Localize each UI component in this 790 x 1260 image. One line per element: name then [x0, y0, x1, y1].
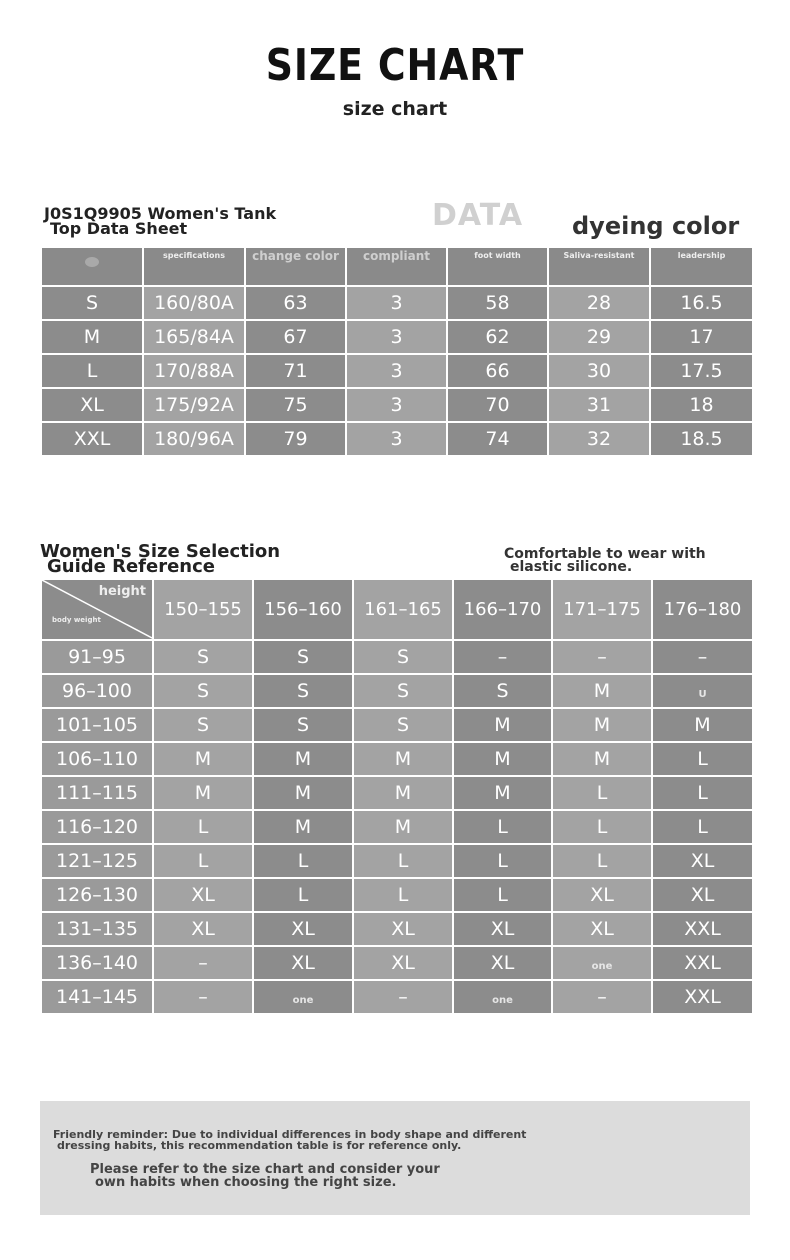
recommended-size-cell: M: [552, 708, 652, 742]
blurred-size-label: U: [698, 689, 707, 700]
blurred-size-cell: [253, 980, 353, 1014]
recommended-size-cell: S: [353, 674, 453, 708]
recommended-size-cell: S: [253, 708, 353, 742]
recommended-size-cell: L: [652, 810, 753, 844]
weight-range-cell: 101–105: [41, 708, 153, 742]
recommended-size-cell: M: [353, 742, 453, 776]
recommended-size-cell: –: [353, 980, 453, 1014]
size-cell: XXL: [41, 422, 143, 456]
value-cell: 63: [245, 286, 346, 320]
recommended-size-cell: XXL: [652, 946, 753, 980]
recommended-size-cell: XL: [353, 946, 453, 980]
data-sheet-row: [41, 320, 753, 354]
recommended-size-cell: M: [353, 810, 453, 844]
size-guide-row: [41, 776, 753, 810]
recommended-size-cell: XL: [153, 878, 253, 912]
value-cell: 17.5: [650, 354, 753, 388]
weight-range-cell: 126–130: [41, 878, 153, 912]
recommended-size-cell: L: [153, 844, 253, 878]
value-cell: 30: [548, 354, 650, 388]
reminder-box: [40, 1101, 750, 1215]
comfort-note-line2: elastic silicone.: [510, 559, 633, 575]
value-cell: 74: [447, 422, 548, 456]
blurred-size-cell: [453, 980, 552, 1014]
size-guide-row: [41, 674, 753, 708]
size-guide-row: [41, 844, 753, 878]
value-cell: 165/84A: [143, 320, 245, 354]
recommended-size-cell: M: [153, 776, 253, 810]
blurred-size-cell: [552, 946, 652, 980]
recommended-size-cell: XL: [552, 878, 652, 912]
reminder-line2: dressing habits, this recommendation table is for reference only.: [57, 1139, 462, 1152]
blurred-size-cell: [652, 674, 753, 708]
header-leadership: leadership: [650, 247, 753, 286]
recommended-size-cell: –: [453, 640, 552, 674]
recommended-size-cell: M: [253, 810, 353, 844]
recommended-size-cell: M: [552, 674, 652, 708]
page-title: SIZE CHART: [265, 40, 525, 91]
recommended-size-cell: XL: [652, 878, 753, 912]
size-guide-row: [41, 980, 753, 1014]
value-cell: 16.5: [650, 286, 753, 320]
recommended-size-cell: XL: [153, 912, 253, 946]
blurred-icon: [85, 257, 99, 267]
size-guide-title-line2: Guide Reference: [47, 556, 216, 577]
size-guide-row: [41, 640, 753, 674]
value-cell: 3: [346, 286, 447, 320]
value-cell: 3: [346, 354, 447, 388]
recommended-size-cell: M: [253, 776, 353, 810]
recommended-size-cell: M: [552, 742, 652, 776]
dyeing-color-label: dyeing color: [572, 212, 740, 240]
recommended-size-cell: S: [153, 640, 253, 674]
data-sheet-row: [41, 354, 753, 388]
recommended-size-cell: XXL: [652, 912, 753, 946]
recommended-size-cell: L: [652, 776, 753, 810]
value-cell: 170/88A: [143, 354, 245, 388]
recommended-size-cell: –: [652, 640, 753, 674]
height-range-header: 150–155: [153, 579, 253, 640]
data-sheet-header-row: [41, 247, 753, 286]
value-cell: 58: [447, 286, 548, 320]
size-guide-title: [40, 541, 281, 577]
height-range-header: 171–175: [552, 579, 652, 640]
recommended-size-cell: L: [652, 742, 753, 776]
fitting-advice: [90, 1163, 440, 1189]
recommended-size-cell: S: [153, 674, 253, 708]
recommended-size-cell: M: [253, 742, 353, 776]
recommended-size-cell: L: [552, 810, 652, 844]
recommended-size-cell: M: [353, 776, 453, 810]
value-cell: 3: [346, 422, 447, 456]
recommended-size-cell: S: [353, 708, 453, 742]
weight-range-cell: 116–120: [41, 810, 153, 844]
comfort-note-line1: Comfortable to wear with: [504, 546, 706, 562]
blurred-size-label: one: [292, 995, 314, 1006]
recommended-size-cell: L: [552, 776, 652, 810]
friendly-reminder: [53, 1129, 526, 1151]
recommended-size-cell: XL: [453, 912, 552, 946]
recommended-size-cell: M: [153, 742, 253, 776]
recommended-size-cell: –: [153, 980, 253, 1014]
recommended-size-cell: L: [453, 844, 552, 878]
recommended-size-cell: S: [153, 708, 253, 742]
blurred-size-label: one: [492, 995, 513, 1006]
reminder-line1: Friendly reminder: Due to individual differences in body shape and different: [53, 1128, 527, 1141]
value-cell: 160/80A: [143, 286, 245, 320]
recommended-size-cell: L: [453, 810, 552, 844]
weight-range-cell: 136–140: [41, 946, 153, 980]
value-cell: 62: [447, 320, 548, 354]
value-cell: 29: [548, 320, 650, 354]
header-change-color: change color: [245, 247, 346, 286]
recommended-size-cell: XL: [652, 844, 753, 878]
size-cell: L: [41, 354, 143, 388]
value-cell: 67: [245, 320, 346, 354]
value-cell: 175/92A: [143, 388, 245, 422]
recommended-size-cell: M: [652, 708, 753, 742]
recommended-size-cell: XL: [253, 946, 353, 980]
recommended-size-cell: S: [253, 674, 353, 708]
data-sheet-row: [41, 286, 753, 320]
recommended-size-cell: M: [453, 776, 552, 810]
value-cell: 3: [346, 388, 447, 422]
recommended-size-cell: L: [253, 844, 353, 878]
data-sheet-table: [40, 246, 754, 457]
value-cell: 18.5: [650, 422, 753, 456]
comfort-note: [504, 548, 706, 574]
value-cell: 18: [650, 388, 753, 422]
height-range-header: 176–180: [652, 579, 753, 640]
weight-range-cell: 96–100: [41, 674, 153, 708]
height-range-header: 156–160: [253, 579, 353, 640]
recommended-size-cell: L: [353, 844, 453, 878]
value-cell: 71: [245, 354, 346, 388]
reminder-line3: Please refer to the size chart and consider your: [90, 1162, 440, 1177]
page-subtitle: size chart: [342, 98, 448, 120]
weight-range-cell: 141–145: [41, 980, 153, 1014]
size-guide-row: [41, 878, 753, 912]
recommended-size-cell: –: [552, 980, 652, 1014]
blurred-size-label: one: [591, 961, 613, 972]
data-sheet-title: [44, 206, 276, 236]
size-guide-title-line1: Women's Size Selection: [40, 541, 281, 562]
corner-height-label: height: [98, 584, 146, 599]
size-guide-header-row: [41, 579, 753, 640]
size-guide-row: [41, 912, 753, 946]
recommended-size-cell: M: [453, 742, 552, 776]
recommended-size-cell: –: [153, 946, 253, 980]
recommended-size-cell: S: [353, 640, 453, 674]
height-range-header: 161–165: [353, 579, 453, 640]
weight-range-cell: 111–115: [41, 776, 153, 810]
size-guide-row: [41, 742, 753, 776]
value-cell: 79: [245, 422, 346, 456]
value-cell: 32: [548, 422, 650, 456]
value-cell: 31: [548, 388, 650, 422]
recommended-size-cell: XL: [253, 912, 353, 946]
recommended-size-cell: M: [453, 708, 552, 742]
corner-cell: [41, 579, 153, 640]
size-guide-table: [40, 578, 754, 1015]
header-specifications: specifications: [143, 247, 245, 286]
value-cell: 180/96A: [143, 422, 245, 456]
recommended-size-cell: XL: [453, 946, 552, 980]
value-cell: 75: [245, 388, 346, 422]
recommended-size-cell: S: [253, 640, 353, 674]
recommended-size-cell: –: [552, 640, 652, 674]
corner-weight-label: body weight: [52, 616, 101, 624]
header-foot-width: foot width: [447, 247, 548, 286]
value-cell: 70: [447, 388, 548, 422]
size-guide-row: [41, 946, 753, 980]
header-saliva-resistant: Saliva-resistant: [548, 247, 650, 286]
value-cell: 28: [548, 286, 650, 320]
data-sheet-row: [41, 422, 753, 456]
recommended-size-cell: L: [353, 878, 453, 912]
recommended-size-cell: L: [552, 844, 652, 878]
weight-range-cell: 131–135: [41, 912, 153, 946]
size-guide-row: [41, 810, 753, 844]
data-watermark: DATA: [432, 198, 524, 233]
size-cell: XL: [41, 388, 143, 422]
weight-range-cell: 106–110: [41, 742, 153, 776]
data-sheet-row: [41, 388, 753, 422]
recommended-size-cell: XL: [552, 912, 652, 946]
recommended-size-cell: L: [453, 878, 552, 912]
recommended-size-cell: L: [153, 810, 253, 844]
size-cell: M: [41, 320, 143, 354]
value-cell: 17: [650, 320, 753, 354]
recommended-size-cell: XL: [353, 912, 453, 946]
size-guide-row: [41, 708, 753, 742]
value-cell: 66: [447, 354, 548, 388]
recommended-size-cell: L: [253, 878, 353, 912]
weight-range-cell: 121–125: [41, 844, 153, 878]
recommended-size-cell: XXL: [652, 980, 753, 1014]
height-range-header: 166–170: [453, 579, 552, 640]
data-sheet-title-line1: J0S1Q9905 Women's Tank: [44, 204, 277, 223]
size-cell: S: [41, 286, 143, 320]
reminder-line4: own habits when choosing the right size.: [95, 1175, 397, 1190]
value-cell: 3: [346, 320, 447, 354]
data-sheet-title-line2: Top Data Sheet: [50, 219, 188, 238]
recommended-size-cell: S: [453, 674, 552, 708]
header-size: [41, 247, 143, 286]
weight-range-cell: 91–95: [41, 640, 153, 674]
header-compliant: compliant: [346, 247, 447, 286]
